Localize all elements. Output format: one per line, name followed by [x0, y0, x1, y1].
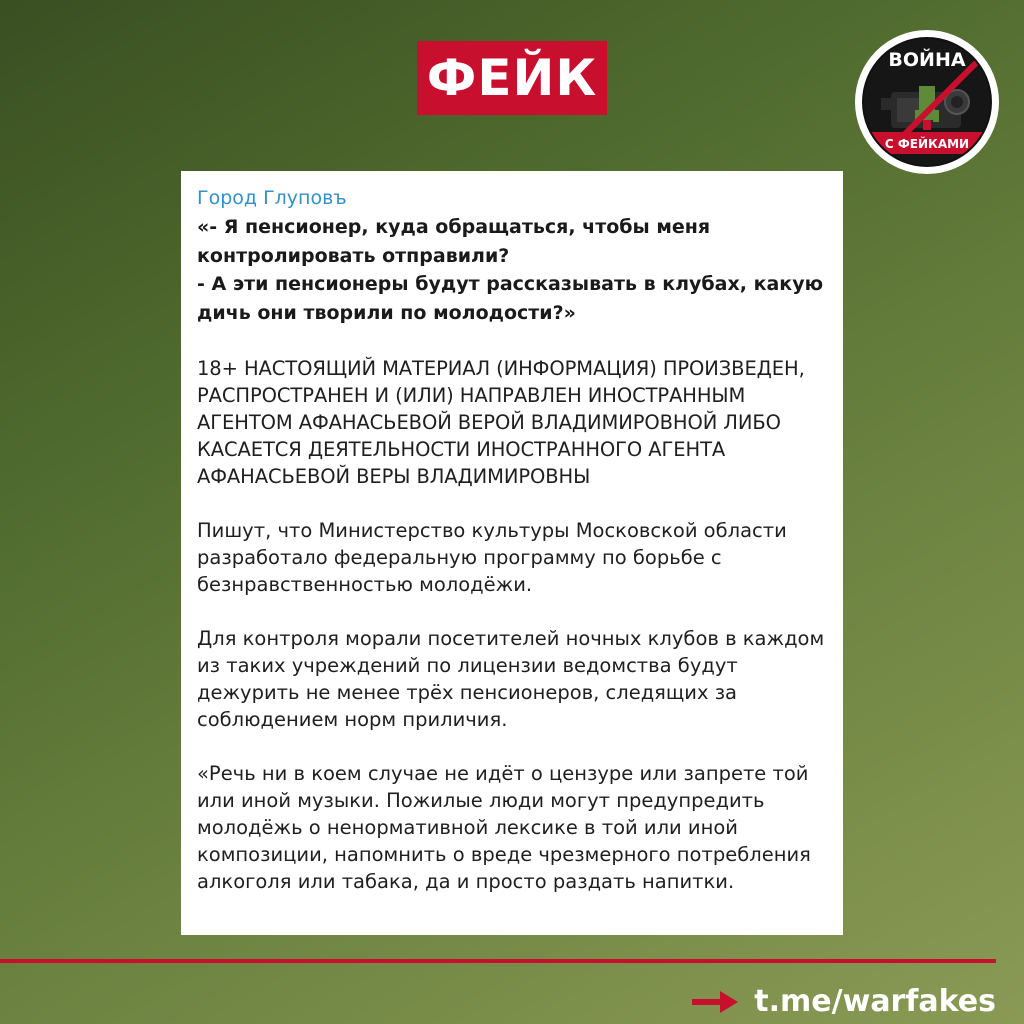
war-with-fakes-logo	[853, 28, 1001, 176]
logo-emblem-icon	[853, 28, 1001, 176]
footer-telegram-link[interactable]	[692, 984, 996, 1020]
foreign-agent-disclaimer: 18+ НАСТОЯЩИЙ МАТЕРИАЛ (ИНФОРМАЦИЯ) ПРОИЗВЕДЕН, РАСПРОСТРАНЕН И (ИЛИ) НАПРАВЛЕН ИНОСТРАННЫМ АГЕНТОМ АФАНАСЬЕВОЙ ВЕРОЙ ВЛАДИМИРОВНОЙ ЛИБО КАСАЕТСЯ ДЕЯТЕЛЬНОСТИ ИНОСТРАННОГО АГЕНТА АФАНАСЬЕВОЙ ВЕРЫ ВЛАДИМИРОВНЫ	[197, 357, 805, 488]
post-paragraph: «Речь ни в коем случае не идёт о цензуре или запрете той или иной музыки. Пожилые люди могут предупредить молодёжь о ненормативной лексике в той или иной композиции, напомнить о вреде чрезмерного потребления алкоголя или табака, да и просто раздать напитки.	[197, 762, 811, 893]
logo-top-text: ВОЙНА	[888, 49, 966, 71]
arrow-right-icon	[692, 991, 738, 1013]
logo-bottom-text: С ФЕЙКАМИ	[884, 137, 970, 151]
channel-name[interactable]: Город Глуповъ	[197, 187, 347, 209]
post-paragraph: Для контроля морали посетителей ночных клубов в каждом из таких учреждений по лицензии ведомства будут дежурить не менее трёх пенсионеров, следящих за соблюдением норм приличия.	[197, 627, 825, 731]
post-paragraph: Пишут, что Министерство культуры Московской области разработало федеральную программу по борьбе с безнравственностью молодёжи.	[197, 519, 787, 596]
fake-label-banner: ФЕЙК	[417, 41, 607, 115]
quote-line: «- Я пенсионер, куда обращаться, чтобы меня	[197, 216, 711, 238]
telegram-post-card	[181, 171, 843, 935]
quote-line: дичь они творили по молодости?»	[197, 301, 576, 324]
footer-link-text[interactable]: t.me/warfakes	[754, 984, 996, 1019]
quote-line: - А эти пенсионеры будут рассказывать в клубах, какую	[197, 273, 824, 295]
red-divider	[0, 959, 996, 963]
quote-line: контролировать отправили?	[197, 244, 510, 267]
post-quote	[197, 213, 827, 327]
